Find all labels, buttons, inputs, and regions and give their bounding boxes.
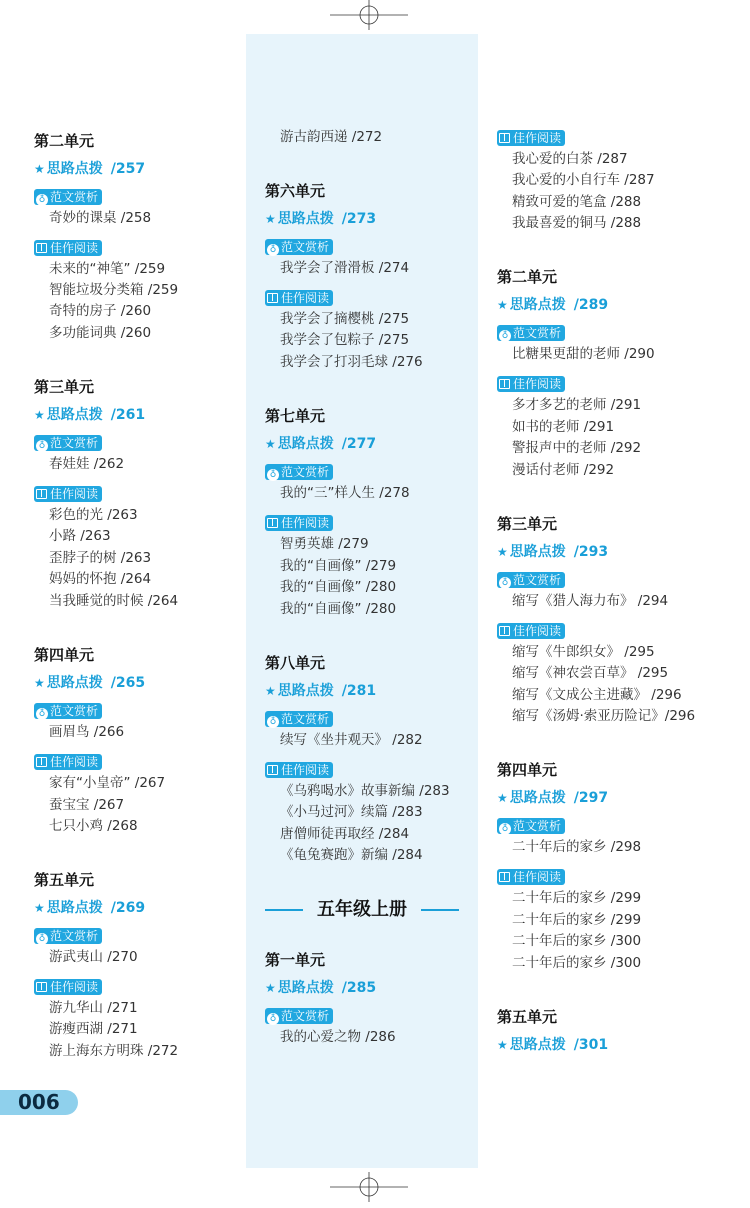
unit-title: 第八单元 — [265, 654, 326, 672]
unit-title: 第一单元 — [265, 951, 326, 969]
hint-entry[interactable]: ★ 思路点拨 /281 — [265, 683, 377, 699]
reading-tag: 佳作阅读 — [265, 762, 333, 778]
reading-tag: 佳作阅读 — [497, 130, 565, 146]
toc-item[interactable]: 我心爱的小自行车 /287 — [512, 172, 655, 188]
toc-item[interactable]: 游古韵西递 /272 — [280, 129, 383, 145]
heading-rule-right — [421, 909, 459, 911]
book-icon — [499, 379, 510, 389]
reading-tag: 佳作阅读 — [497, 376, 565, 392]
toc-item[interactable]: 缩写《神农尝百草》 /295 — [512, 665, 669, 681]
toc-item[interactable]: 二十年后的家乡 /299 — [512, 912, 642, 928]
toc-item[interactable]: 我学会了包粽子 /275 — [280, 332, 410, 348]
toc-item[interactable]: 歪脖子的树 /263 — [49, 550, 152, 566]
toc-item[interactable]: 漫话付老师 /292 — [512, 462, 615, 478]
hint-entry[interactable]: ★ 思路点拨 /289 — [497, 297, 609, 313]
toc-item[interactable]: 《小马过河》续篇 /283 — [280, 804, 423, 820]
toc-item[interactable]: 我的“三”样人生 /278 — [280, 485, 410, 501]
toc-item[interactable]: 二十年后的家乡 /298 — [512, 839, 642, 855]
star-icon: ★ — [34, 676, 45, 690]
toc-item[interactable]: 缩写《猎人海力布》 /294 — [512, 593, 669, 609]
reading-tag: 佳作阅读 — [265, 290, 333, 306]
model-essay-tag: ♁ 范文赏析 — [497, 325, 565, 341]
hint-entry[interactable]: ★ 思路点拨 /257 — [34, 161, 146, 177]
toc-item[interactable]: 续写《坐井观天》 /282 — [280, 732, 423, 748]
toc-item[interactable]: 比糖果更甜的老师 /290 — [512, 346, 655, 362]
toc-item[interactable]: 画眉鸟 /266 — [49, 724, 125, 740]
heading-rule-left — [265, 909, 303, 911]
unit-title: 第四单元 — [497, 761, 558, 779]
star-icon: ★ — [265, 437, 276, 451]
toc-item[interactable]: 智能垃圾分类箱 /259 — [49, 282, 179, 298]
model-essay-tag: ♁ 范文赏析 — [265, 711, 333, 727]
toc-item[interactable]: 我的“自画像” /280 — [280, 601, 397, 617]
toc-item[interactable]: 警报声中的老师 /292 — [512, 440, 642, 456]
hint-entry[interactable]: ★ 思路点拨 /265 — [34, 675, 146, 691]
star-icon: ★ — [497, 1038, 508, 1052]
toc-item[interactable]: 春娃娃 /262 — [49, 456, 125, 472]
unit-title: 第四单元 — [34, 646, 95, 664]
toc-item[interactable]: 二十年后的家乡 /300 — [512, 955, 642, 971]
star-icon: ★ — [34, 901, 45, 915]
toc-item[interactable]: 游瘦西湖 /271 — [49, 1021, 138, 1037]
model-essay-tag: ♁ 范文赏析 — [497, 572, 565, 588]
toc-item[interactable]: 二十年后的家乡 /300 — [512, 933, 642, 949]
model-essay-tag: ♁ 范文赏析 — [34, 703, 102, 719]
reading-tag: 佳作阅读 — [265, 515, 333, 531]
unit-title: 第二单元 — [497, 268, 558, 286]
book-icon — [267, 518, 278, 528]
toc-item[interactable]: 多才多艺的老师 /291 — [512, 397, 642, 413]
toc-item[interactable]: 我学会了滑滑板 /274 — [280, 260, 410, 276]
book-icon — [36, 243, 47, 253]
crop-mark-bottom — [330, 1172, 408, 1202]
unit-title: 第七单元 — [265, 407, 326, 425]
toc-item[interactable]: 家有“小皇帝” /267 — [49, 775, 166, 791]
medal-icon: ♁ — [499, 577, 511, 589]
book-icon — [267, 765, 278, 775]
book-icon — [36, 489, 47, 499]
hint-entry[interactable]: ★ 思路点拨 /269 — [34, 900, 146, 916]
toc-item[interactable]: 多功能词典 /260 — [49, 325, 152, 341]
toc-item[interactable]: 精致可爱的笔盒 /288 — [512, 194, 642, 210]
star-icon: ★ — [497, 545, 508, 559]
reading-tag: 佳作阅读 — [497, 623, 565, 639]
toc-item[interactable]: 游九华山 /271 — [49, 1000, 138, 1016]
toc-item[interactable]: 奇妙的课桌 /258 — [49, 210, 152, 226]
toc-item[interactable]: 奇特的房子 /260 — [49, 303, 152, 319]
star-icon: ★ — [265, 981, 276, 995]
reading-tag: 佳作阅读 — [34, 754, 102, 770]
toc-item[interactable]: 我的“自画像” /280 — [280, 579, 397, 595]
hint-entry[interactable]: ★ 思路点拨 /293 — [497, 544, 609, 560]
crop-mark-top — [330, 0, 408, 30]
hint-entry[interactable]: ★ 思路点拨 /285 — [265, 980, 377, 996]
book-icon — [499, 626, 510, 636]
model-essay-tag: ♁ 范文赏析 — [497, 818, 565, 834]
toc-item[interactable]: 缩写《牛郎织女》 /295 — [512, 644, 655, 660]
unit-title: 第五单元 — [497, 1008, 558, 1026]
book-icon — [36, 757, 47, 767]
medal-icon: ♁ — [499, 823, 511, 835]
toc-item[interactable]: 唐僧师徒再取经 /284 — [280, 826, 410, 842]
hint-entry[interactable]: ★ 思路点拨 /261 — [34, 407, 146, 423]
reading-tag: 佳作阅读 — [34, 979, 102, 995]
toc-item[interactable]: 我学会了摘樱桃 /275 — [280, 311, 410, 327]
reading-tag: 佳作阅读 — [34, 240, 102, 256]
medal-icon: ♁ — [267, 469, 279, 481]
book-icon — [499, 133, 510, 143]
toc-item[interactable]: 妈妈的怀抱 /264 — [49, 571, 152, 587]
toc-item[interactable]: 彩色的光 /263 — [49, 507, 138, 523]
toc-item[interactable]: 《龟兔赛跑》新编 /284 — [280, 847, 423, 863]
toc-item[interactable]: 我的心爱之物 /286 — [280, 1029, 396, 1045]
hint-entry[interactable]: ★ 思路点拨 /273 — [265, 211, 377, 227]
medal-icon: ♁ — [36, 708, 48, 720]
hint-entry[interactable]: ★ 思路点拨 /301 — [497, 1037, 609, 1053]
toc-item[interactable]: 我学会了打羽毛球 /276 — [280, 354, 423, 370]
model-essay-tag: ♁ 范文赏析 — [34, 189, 102, 205]
model-essay-tag: ♁ 范文赏析 — [265, 239, 333, 255]
toc-item[interactable]: 《乌鸦喝水》故事新编 /283 — [280, 783, 450, 799]
model-essay-tag: ♁ 范文赏析 — [34, 928, 102, 944]
medal-icon: ♁ — [267, 244, 279, 256]
toc-item[interactable]: 我心爱的白茶 /287 — [512, 151, 628, 167]
toc-item[interactable]: 智勇英雄 /279 — [280, 536, 369, 552]
toc-item[interactable]: 缩写《文成公主进藏》 /296 — [512, 687, 682, 703]
toc-item[interactable]: 当我睡觉的时候 /264 — [49, 593, 179, 609]
medal-icon: ♁ — [36, 933, 48, 945]
medal-icon: ♁ — [267, 716, 279, 728]
unit-title: 第六单元 — [265, 182, 326, 200]
toc-item[interactable]: 游上海东方明珠 /272 — [49, 1043, 179, 1059]
unit-title: 第二单元 — [34, 132, 95, 150]
toc-item[interactable]: 七只小鸡 /268 — [49, 818, 138, 834]
star-icon: ★ — [34, 408, 45, 422]
model-essay-tag: ♁ 范文赏析 — [265, 1008, 333, 1024]
book-icon — [499, 872, 510, 882]
unit-title: 第五单元 — [34, 871, 95, 889]
toc-item[interactable]: 未来的“神笔” /259 — [49, 261, 166, 277]
hint-entry[interactable]: ★ 思路点拨 /277 — [265, 436, 377, 452]
toc-item[interactable]: 我最喜爱的铜马 /288 — [512, 215, 642, 231]
star-icon: ★ — [265, 212, 276, 226]
star-icon: ★ — [34, 162, 45, 176]
star-icon: ★ — [265, 684, 276, 698]
medal-icon: ♁ — [267, 1013, 279, 1025]
model-essay-tag: ♁ 范文赏析 — [265, 464, 333, 480]
medal-icon: ♁ — [36, 194, 48, 206]
medal-icon: ♁ — [36, 440, 48, 452]
model-essay-tag: ♁ 范文赏析 — [34, 435, 102, 451]
page-number: 006 — [0, 1090, 78, 1115]
toc-item[interactable]: 蚕宝宝 /267 — [49, 797, 125, 813]
medal-icon: ♁ — [499, 330, 511, 342]
unit-title: 第三单元 — [34, 378, 95, 396]
hint-entry[interactable]: ★ 思路点拨 /297 — [497, 790, 609, 806]
book-icon — [267, 293, 278, 303]
toc-item[interactable]: 小路 /263 — [49, 528, 111, 544]
book-icon — [36, 982, 47, 992]
reading-tag: 佳作阅读 — [34, 486, 102, 502]
reading-tag: 佳作阅读 — [497, 869, 565, 885]
toc-item[interactable]: 如书的老师 /291 — [512, 419, 615, 435]
toc-item[interactable]: 我的“自画像” /279 — [280, 558, 397, 574]
toc-item[interactable]: 二十年后的家乡 /299 — [512, 890, 642, 906]
grade-heading: 五年级上册 — [265, 898, 459, 922]
star-icon: ★ — [497, 298, 508, 312]
toc-item[interactable]: 缩写《汤姆·索亚历险记》/296 — [512, 708, 696, 724]
unit-title: 第三单元 — [497, 515, 558, 533]
toc-item[interactable]: 游武夷山 /270 — [49, 949, 138, 965]
star-icon: ★ — [497, 791, 508, 805]
